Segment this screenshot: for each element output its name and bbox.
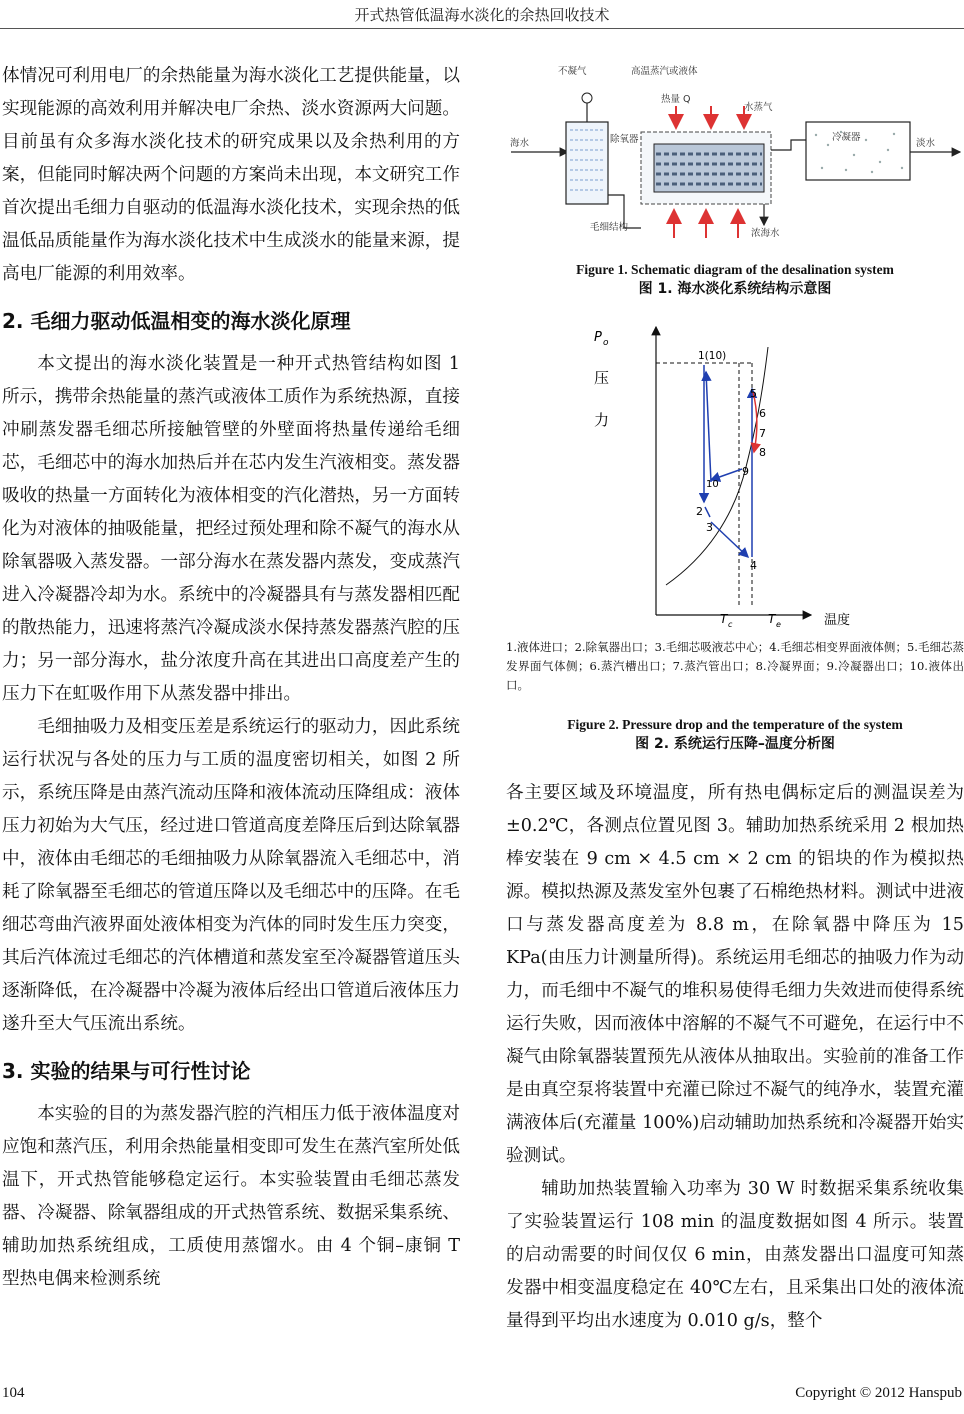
tick-te: T — [768, 612, 776, 626]
label-noncondensable: 不凝气 — [558, 66, 587, 77]
figure-1-caption-zh: 图 1. 海水淡化系统结构示意图 — [638, 281, 832, 297]
y-label-zh-1: 压 — [594, 369, 610, 387]
point-9: 9 — [742, 465, 749, 478]
figure-2 — [506, 317, 964, 632]
condenser-box — [806, 122, 910, 180]
x-label: 温度 — [824, 613, 851, 628]
running-header: 开式热管低温海水淡化的余热回收技术 — [354, 6, 610, 24]
label-heat-q: 热量 Q — [661, 94, 691, 105]
section-3-paragraph-1: 本实验的目的为蒸发器汽腔的汽相压力低于液体温度对应饱和蒸汽压，利用余热能量相变即可发生在蒸汽室所处低温下，开式热管能够稳定运行。本实验装置由毛细芯蒸发器、冷凝器、除氧器组成的开式热管系统、数据采集系统、辅助加热系统组成，工质使用蒸馏水。由 4 个铜–康铜 T 型热电偶来检测系统 — [2, 1104, 460, 1289]
point-1-10: 1(10) — [698, 350, 727, 362]
label-brine: 浓海水 — [751, 228, 780, 239]
intro-paragraph: 体情况可利用电厂的余热能量为海水淡化工艺提供能量，以实现能源的高效利用并解决电厂余热、淡水资源两大问题。目前虽有众多海水淡化技术的研究成果以及余热利用的方案，但能同时解决两个问题的方案尚未出现，本文研究工作首次提出毛细力自驱动的低温海水淡化技术，实现余热的低温低品质能量作为海水淡化技术中生成淡水的能量来源，提高电厂能源的利用效率。 — [2, 66, 460, 284]
deaerator-tank — [566, 122, 608, 204]
heat-arrows-top — [676, 106, 744, 128]
path-10-to-1 — [706, 372, 711, 482]
section-2-heading: 2. 毛细力驱动低温相变的海水淡化原理 — [2, 309, 351, 333]
left-column — [2, 60, 460, 1296]
label-condenser: 冷凝器 — [832, 132, 861, 143]
figure-2-legend: 1.液体进口；2.除氧器出口；3.毛细芯吸液芯中心；4.毛细芯相变界面液体侧；5.毛细芯蒸发界面气体侧；6.蒸汽槽出口；7.蒸汽管出口；8.冷凝界面；9.冷凝器出口；10.液体出口。 — [506, 640, 964, 692]
figure-2-chart — [506, 317, 964, 637]
figure-1-caption-en: Figure 1. Schematic diagram of the desalination system — [576, 262, 894, 277]
figure-2-caption-zh: 图 2. 系统运行压降–温度分析图 — [635, 736, 835, 752]
path-2-to-3 — [705, 507, 710, 517]
path-5-to-8 — [753, 392, 757, 452]
label-hot-vapor: 高温蒸汽或液体 — [631, 66, 698, 77]
copyright: Copyright © 2012 Hanspub — [795, 1385, 962, 1401]
point-6: 6 — [759, 407, 766, 420]
point-5: 5 — [750, 387, 757, 400]
y-label-zh-2: 力 — [594, 411, 610, 429]
point-4: 4 — [750, 559, 757, 572]
figure-1-schematic — [506, 60, 964, 250]
right-paragraph-2: 辅助加热装置输入功率为 30 W 时数据采集系统收集了实验装置运行 108 min 的温度数据如图 4 所示。装置的启动需要的时间仅仅 6 min，由蒸发器出口温度可知蒸发器中相变温度稳定在 40℃左右，且采集出口处的液体流量得到平均出水速度为 0.010 g/s，整个 — [506, 1179, 964, 1331]
path-3-to-4 — [711, 522, 748, 557]
label-deaerator: 除氧器 — [610, 134, 639, 145]
vapor-pipe — [771, 140, 806, 150]
section-3-heading: 3. 实验的结果与可行性讨论 — [2, 1059, 251, 1083]
vent-valve-icon — [582, 93, 592, 103]
figure-2-caption-en: Figure 2. Pressure drop and the temperature of the system — [567, 717, 903, 732]
heat-arrows-bottom — [674, 210, 738, 238]
header-rule — [0, 28, 964, 29]
right-column — [506, 60, 964, 1338]
label-freshwater: 淡水 — [916, 138, 936, 149]
point-7: 7 — [759, 427, 766, 440]
label-capillary: 毛细结构 — [590, 222, 629, 233]
right-paragraph-1: 各主要区域及环境温度，所有热电偶标定后的测温误差为±0.2℃，各测点位置见图 3。辅助加热系统采用 2 根加热棒安装在 9 cm × 4.5 cm × 2 cm 的铝块的作为模拟热源。模拟热源及蒸发室外包裹了石棉绝热材料。测试中进液口与蒸发器高度差为 8.8 m，在除氧器中降压为 15 KPa(由压力计测量所得)。系统运用毛细芯的抽吸力作为动力，而毛细中不凝气的堆积易使得毛细力失效进而使得系统运行失败，因而液体中溶解的不凝气不可避免，在运行中不凝气由除氧器装置预先从液体从抽取出。实验前的准备工作是由真空泵将装置中充灌已除过不凝气的纯净水，装置充灌满液体后(充灌量 100%)启动辅助加热系统和冷凝器开始实验测试。 — [506, 783, 964, 1166]
tick-tc: T — [720, 612, 728, 626]
point-10: 10 — [706, 479, 719, 490]
page-number: 104 — [2, 1385, 25, 1401]
point-3: 3 — [706, 521, 713, 534]
tick-te-sub: e — [776, 620, 781, 629]
section-2-paragraph-1: 本文提出的海水淡化装置是一种开式热管结构如图 1 所示，携带余热能量的蒸汽或液体工质作为系统热源，直接冲刷蒸发器毛细芯所接触管壁的外壁面将热量传递给毛细芯，毛细芯中的海水加热后并在芯内发生汽液相变。蒸发器吸收的热量一方面转化为液体相变的汽化潜热，另一方面转化为对液体的抽吸能量，把经过预处理和除不凝气的海水从除氧器吸入蒸发器。一部分海水在蒸发器内蒸发，变成蒸汽进入冷凝器冷却为水。系统中的冷凝器具有与蒸发器相匹配的散热能力，迅速将蒸汽冷凝成淡水保持蒸发器蒸汽腔的压力；另一部分海水，盐分浓度升高在其进出口高度差产生的压力下在虹吸作用下从蒸发器中排出。 — [2, 354, 460, 704]
point-8: 8 — [759, 446, 766, 459]
label-seawater: 海水 — [510, 138, 530, 149]
y-label-p: P — [594, 330, 602, 345]
section-2-paragraph-2: 毛细抽吸力及相变压差是系统运行的驱动力，因此系统运行状况与各处的压力与工质的温度密切相关，如图 2 所示，系统压降是由蒸汽流动压降和液体流动压降组成：液体压力初始为大气压，经过进口管道高度差降压后到达除氧器中，液体由毛细芯的毛细抽吸力从除氧器流入毛细芯中，消耗了除氧器至毛细芯的管道压降以及毛细芯中的压降。在毛细芯弯曲汽液界面处液体相变为汽体的同时发生压力突变，其后汽体流过毛细芯的汽体槽道和蒸发室至冷凝器管道压头逐渐降低，在冷凝器中冷凝为液体后经出口管道后液体压力遂升至大气压流出系统。 — [2, 717, 460, 1034]
y-label-p-sub: o — [603, 338, 609, 348]
point-2: 2 — [696, 505, 703, 518]
figure-1 — [506, 60, 964, 295]
label-water-vapor: 水蒸气 — [744, 102, 773, 113]
tick-tc-sub: c — [728, 620, 733, 629]
